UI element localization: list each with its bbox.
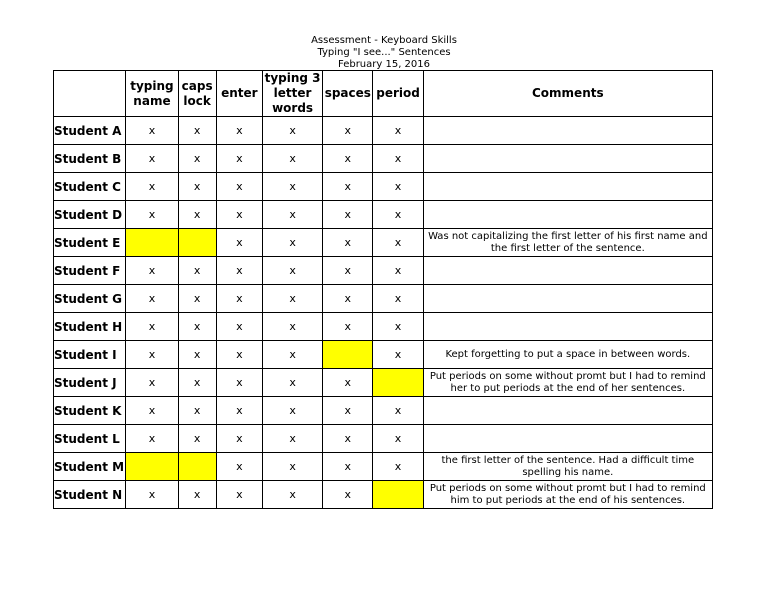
mark-enter: x (216, 145, 262, 173)
title-line-2: Typing "I see..." Sentences (317, 47, 451, 58)
table-row (54, 341, 713, 369)
student-name: Student N (54, 481, 126, 509)
student-name: Student D (54, 201, 126, 229)
student-name: Student B (54, 145, 126, 173)
mark-caps-lock (178, 453, 216, 481)
mark-period: x (373, 397, 423, 425)
student-name: Student G (54, 285, 126, 313)
mark-caps-lock: x (178, 257, 216, 285)
mark-spaces (323, 341, 373, 369)
mark-three-letter-words: x (262, 425, 322, 453)
mark-three-letter-words: x (262, 285, 322, 313)
table-row (54, 425, 713, 453)
mark-typing-name (126, 453, 178, 481)
comment-cell: the first letter of the sentence. Had a difficult time spelling his name. (423, 453, 712, 481)
table-row (54, 173, 713, 201)
mark-caps-lock: x (178, 313, 216, 341)
table-row (54, 313, 713, 341)
student-name: Student A (54, 117, 126, 145)
student-name: Student M (54, 453, 126, 481)
mark-caps-lock: x (178, 117, 216, 145)
mark-enter: x (216, 117, 262, 145)
comment-cell (423, 257, 712, 285)
mark-spaces: x (323, 145, 373, 173)
mark-enter: x (216, 397, 262, 425)
header-period: period (373, 71, 423, 117)
mark-typing-name: x (126, 173, 178, 201)
mark-caps-lock (178, 229, 216, 257)
table-row (54, 201, 713, 229)
student-name: Student F (54, 257, 126, 285)
mark-period: x (373, 453, 423, 481)
mark-period: x (373, 257, 423, 285)
mark-enter: x (216, 369, 262, 397)
mark-three-letter-words: x (262, 257, 322, 285)
comment-cell: Kept forgetting to put a space in between words. (423, 341, 712, 369)
mark-enter: x (216, 481, 262, 509)
comment-cell (423, 145, 712, 173)
header-three-letter-words: typing 3 letter words (262, 71, 322, 117)
mark-spaces: x (323, 229, 373, 257)
table-row (54, 145, 713, 173)
mark-spaces: x (323, 453, 373, 481)
mark-enter: x (216, 453, 262, 481)
mark-spaces: x (323, 173, 373, 201)
mark-spaces: x (323, 257, 373, 285)
comment-cell (423, 397, 712, 425)
mark-typing-name (126, 229, 178, 257)
mark-spaces: x (323, 397, 373, 425)
mark-spaces: x (323, 201, 373, 229)
mark-typing-name: x (126, 425, 178, 453)
assessment-table (53, 70, 713, 509)
comment-cell (423, 285, 712, 313)
student-name: Student J (54, 369, 126, 397)
student-name: Student C (54, 173, 126, 201)
mark-typing-name: x (126, 313, 178, 341)
mark-three-letter-words: x (262, 481, 322, 509)
comment-cell (423, 425, 712, 453)
mark-spaces: x (323, 117, 373, 145)
mark-typing-name: x (126, 285, 178, 313)
mark-spaces: x (323, 313, 373, 341)
mark-typing-name: x (126, 397, 178, 425)
mark-typing-name: x (126, 369, 178, 397)
mark-spaces: x (323, 285, 373, 313)
mark-enter: x (216, 285, 262, 313)
mark-period: x (373, 117, 423, 145)
mark-caps-lock: x (178, 481, 216, 509)
mark-caps-lock: x (178, 201, 216, 229)
student-name: Student K (54, 397, 126, 425)
mark-period: x (373, 313, 423, 341)
comment-cell (423, 173, 712, 201)
mark-three-letter-words: x (262, 201, 322, 229)
mark-caps-lock: x (178, 173, 216, 201)
document-title (0, 35, 768, 71)
mark-caps-lock: x (178, 285, 216, 313)
mark-period: x (373, 173, 423, 201)
mark-typing-name: x (126, 145, 178, 173)
mark-typing-name: x (126, 201, 178, 229)
comment-cell: Was not capitalizing the first letter of his first name and the first letter of the sentence. (423, 229, 712, 257)
table-row (54, 229, 713, 257)
table-row (54, 369, 713, 397)
mark-three-letter-words: x (262, 453, 322, 481)
table-row (54, 453, 713, 481)
header-caps-lock: caps lock (178, 71, 216, 117)
student-name: Student H (54, 313, 126, 341)
header-spaces: spaces (323, 71, 373, 117)
table-row (54, 397, 713, 425)
mark-period: x (373, 201, 423, 229)
mark-enter: x (216, 173, 262, 201)
mark-caps-lock: x (178, 145, 216, 173)
mark-typing-name: x (126, 257, 178, 285)
mark-period: x (373, 341, 423, 369)
mark-typing-name: x (126, 117, 178, 145)
header-student (54, 71, 126, 117)
comment-cell: Put periods on some without promt but I had to remind her to put periods at the end of her sentences. (423, 369, 712, 397)
mark-enter: x (216, 313, 262, 341)
table-row (54, 285, 713, 313)
mark-caps-lock: x (178, 341, 216, 369)
header-typing-name: typing name (126, 71, 178, 117)
mark-typing-name: x (126, 481, 178, 509)
mark-three-letter-words: x (262, 145, 322, 173)
header-enter: enter (216, 71, 262, 117)
student-rows (54, 117, 713, 509)
mark-typing-name: x (126, 341, 178, 369)
mark-three-letter-words: x (262, 341, 322, 369)
mark-caps-lock: x (178, 369, 216, 397)
mark-period: x (373, 285, 423, 313)
header-comments: Comments (423, 71, 712, 117)
mark-three-letter-words: x (262, 117, 322, 145)
student-name: Student I (54, 341, 126, 369)
mark-period: x (373, 145, 423, 173)
header-row (54, 71, 713, 117)
mark-period: x (373, 229, 423, 257)
mark-three-letter-words: x (262, 173, 322, 201)
table-row (54, 257, 713, 285)
table-row (54, 117, 713, 145)
mark-enter: x (216, 425, 262, 453)
title-line-3: February 15, 2016 (337, 59, 431, 70)
mark-enter: x (216, 201, 262, 229)
mark-three-letter-words: x (262, 313, 322, 341)
mark-spaces: x (323, 481, 373, 509)
mark-enter: x (216, 257, 262, 285)
student-name: Student E (54, 229, 126, 257)
mark-enter: x (216, 341, 262, 369)
mark-spaces: x (323, 425, 373, 453)
comment-cell (423, 313, 712, 341)
mark-three-letter-words: x (262, 369, 322, 397)
mark-spaces: x (323, 369, 373, 397)
title-line-1: Assessment - Keyboard Skills (311, 35, 457, 46)
mark-caps-lock: x (178, 425, 216, 453)
mark-three-letter-words: x (262, 229, 322, 257)
mark-period (373, 369, 423, 397)
mark-three-letter-words: x (262, 397, 322, 425)
mark-caps-lock: x (178, 397, 216, 425)
mark-period: x (373, 425, 423, 453)
student-name: Student L (54, 425, 126, 453)
mark-enter: x (216, 229, 262, 257)
comment-cell (423, 201, 712, 229)
comment-cell (423, 117, 712, 145)
mark-period (373, 481, 423, 509)
table-row (54, 481, 713, 509)
comment-cell: Put periods on some without promt but I had to remind him to put periods at the end of his sentences. (423, 481, 712, 509)
